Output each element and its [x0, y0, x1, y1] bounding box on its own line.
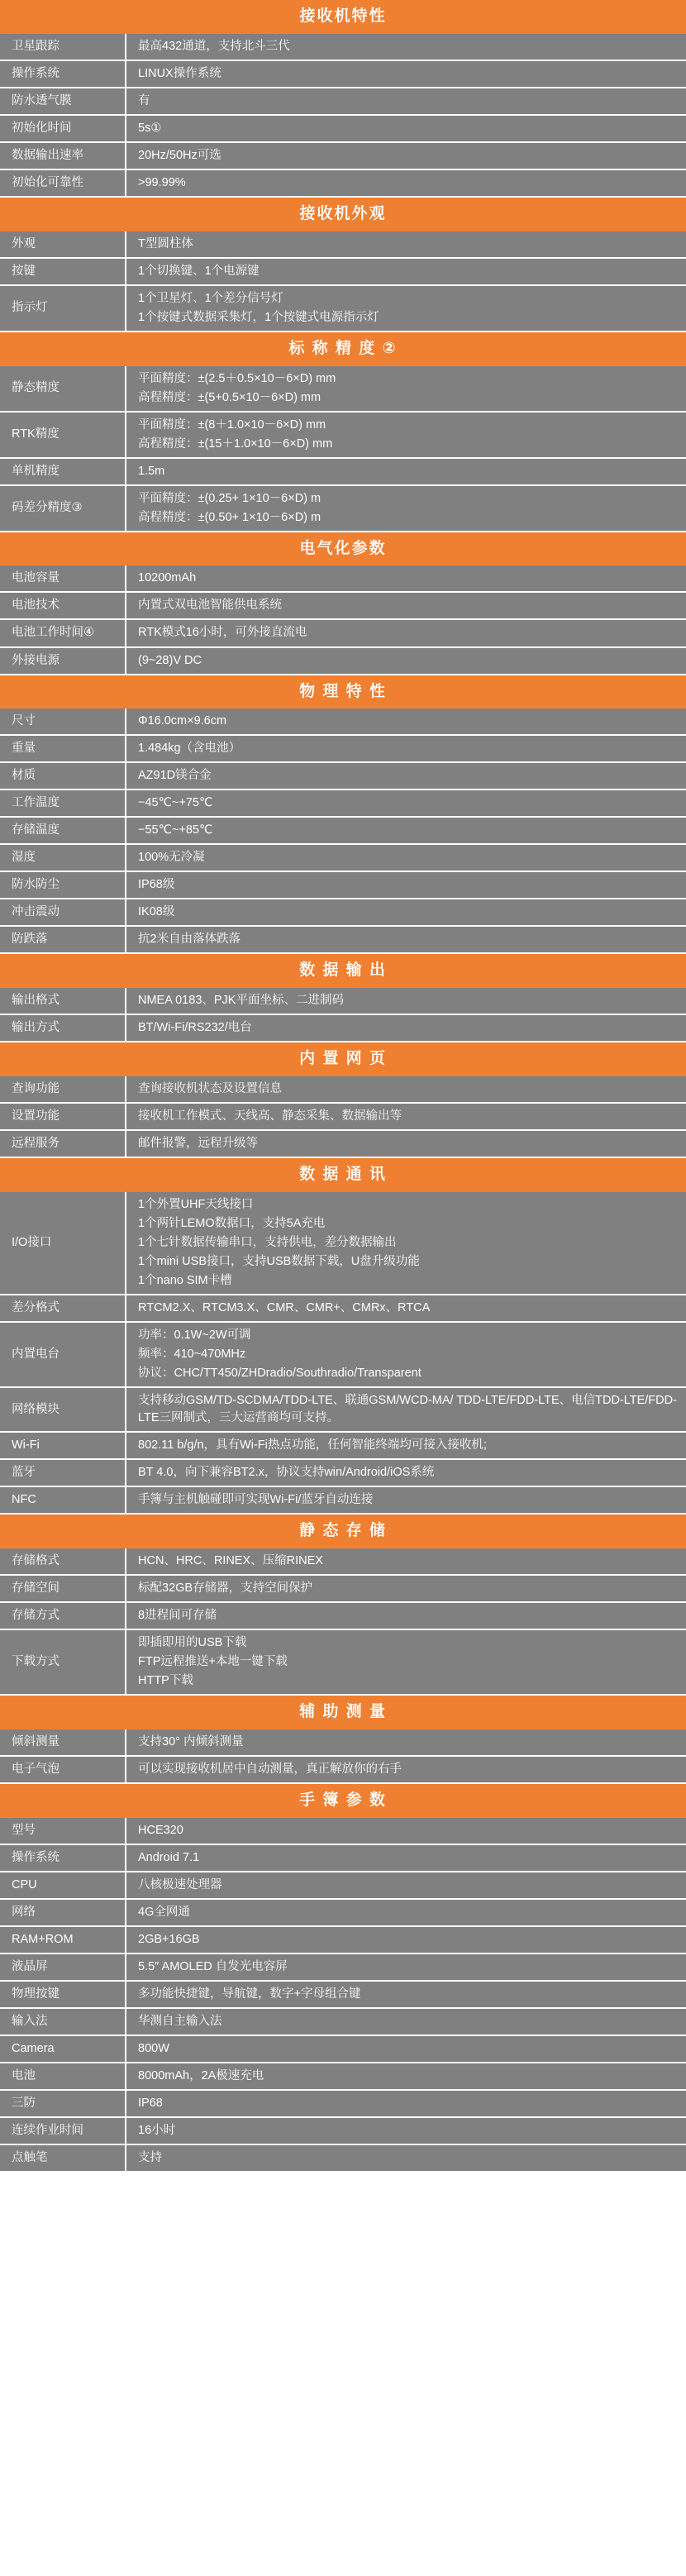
spec-value [126, 1953, 686, 1981]
spec-value-line: 1.484kg（含电池） [138, 742, 241, 756]
table-row [0, 2117, 686, 2144]
spec-value [126, 988, 686, 1014]
section-title: 接收机外观 [0, 198, 686, 231]
section-title: 辅 助 测 量 [0, 1696, 686, 1729]
table-row [0, 1953, 686, 1981]
spec-value [126, 1548, 686, 1575]
spec-value [126, 2090, 686, 2117]
spec-value [126, 34, 686, 60]
spec-value [126, 1014, 686, 1042]
spec-value [126, 871, 686, 899]
table-row [0, 926, 686, 953]
spec-table [0, 988, 686, 1042]
table-row [0, 1602, 686, 1629]
spec-table [0, 708, 686, 954]
spec-label: 材质 [0, 762, 126, 789]
spec-value [126, 1629, 686, 1695]
spec-value-line: 可以实现接收机居中自动测量，真正解放你的右手 [138, 1762, 402, 1776]
spec-table [0, 1192, 686, 1515]
table-row [0, 1322, 686, 1387]
spec-label: 存储方式 [0, 1602, 126, 1629]
table-row [0, 708, 686, 735]
table-row [0, 88, 686, 115]
spec-table [0, 1818, 686, 2173]
spec-table [0, 565, 686, 675]
table-row [0, 899, 686, 926]
spec-label: 内置电台 [0, 1322, 126, 1387]
spec-value-line: 802.11 b/g/n，具有Wi-Fi热点功能，任何智能终端均可接入接收机; [138, 1438, 487, 1453]
spec-table [0, 366, 686, 532]
table-row [0, 169, 686, 197]
spec-label: 电池技术 [0, 592, 126, 619]
section-title: 电气化参数 [0, 532, 686, 566]
spec-table [0, 1076, 686, 1158]
spec-value-line: 1个mini USB接口，支持USB数据下载，U盘升级功能 [138, 1254, 420, 1268]
spec-value [126, 1756, 686, 1783]
spec-table [0, 1729, 686, 1784]
spec-value-line: −45℃~+75℃ [138, 796, 213, 810]
spec-value [126, 1981, 686, 2008]
table-row [0, 366, 686, 412]
spec-value-line: LINUX操作系统 [138, 66, 222, 80]
spec-value [126, 1899, 686, 1926]
spec-value [126, 1926, 686, 1953]
table-row [0, 258, 686, 285]
spec-value [126, 1459, 686, 1486]
spec-value [126, 844, 686, 871]
table-row [0, 60, 686, 88]
spec-value [126, 899, 686, 926]
spec-value-line: 5s① [138, 121, 162, 135]
table-row [0, 1295, 686, 1322]
spec-value [126, 735, 686, 762]
spec-value-line: 频率：410~470MHz [138, 1348, 246, 1362]
spec-label: Wi-Fi [0, 1432, 126, 1459]
spec-value-line: 1个按键式数据采集灯，1个按键式电源指示灯 [138, 310, 379, 324]
table-row [0, 1981, 686, 2008]
spec-value [126, 2117, 686, 2144]
spec-value [126, 2144, 686, 2172]
spec-label: Camera [0, 2035, 126, 2063]
table-row [0, 1899, 686, 1926]
spec-label: 初始化时间 [0, 115, 126, 142]
spec-label: 存储空间 [0, 1575, 126, 1602]
spec-label: 查询功能 [0, 1076, 126, 1103]
table-row [0, 988, 686, 1014]
spec-value-line: IP68级 [138, 878, 175, 892]
table-row [0, 2063, 686, 2090]
spec-label: 点触笔 [0, 2144, 126, 2172]
table-row [0, 34, 686, 60]
spec-value-line: 协议：CHC/TT450/ZHDradio/Southradio/Transparent [138, 1367, 422, 1381]
spec-value-line: 800W [138, 2041, 169, 2055]
spec-value-line: 2GB+16GB [138, 1932, 200, 1946]
spec-value-line: 支持移动GSM/TD-SCDMA/TDD-LTE、联通GSM/WCD-MA/ TDD-LTE/FDD-LTE、电信TDD-LTE/FDD-LTE三网制式，三大运营商均可支持。 [138, 1394, 677, 1425]
spec-label: 下载方式 [0, 1629, 126, 1695]
spec-value-line: HTTP下载 [138, 1674, 193, 1688]
spec-label: I/O接口 [0, 1192, 126, 1295]
table-row [0, 285, 686, 332]
spec-value-line: Φ16.0cm×9.6cm [138, 714, 227, 728]
spec-value [126, 258, 686, 285]
table-row [0, 1130, 686, 1157]
spec-table [0, 231, 686, 332]
spec-value-line: 16小时 [138, 2123, 176, 2137]
table-row [0, 647, 686, 675]
spec-value-line: 即插即用的USB下载 [138, 1635, 247, 1649]
spec-label: 输出格式 [0, 988, 126, 1014]
table-row [0, 1926, 686, 1953]
spec-value [126, 817, 686, 844]
spec-value [126, 1486, 686, 1514]
spec-value [126, 231, 686, 258]
spec-label: 单机精度 [0, 458, 126, 485]
table-row [0, 1818, 686, 1844]
table-row [0, 1844, 686, 1872]
spec-label: 物理按键 [0, 1981, 126, 2008]
spec-value-line: 1个两针LEMO数据口，支持5A充电 [138, 1216, 326, 1230]
table-row [0, 1103, 686, 1130]
table-row [0, 412, 686, 458]
spec-value [126, 458, 686, 485]
table-row [0, 735, 686, 762]
spec-value-line: 手簿与主机触碰即可实现Wi-Fi/蓝牙自动连接 [138, 1493, 374, 1507]
table-row [0, 1575, 686, 1602]
spec-label: 湿度 [0, 844, 126, 871]
spec-value-line: 华测自主输入法 [138, 2014, 222, 2028]
table-row [0, 762, 686, 789]
spec-value-line: 平面精度：±(0.25+ 1×10－6×D) m [138, 491, 322, 505]
spec-label: 指示灯 [0, 285, 126, 332]
spec-value-line: 标配32GB存储器，支持空间保护 [138, 1581, 313, 1595]
spec-value-line: 支持30° 内倾斜测量 [138, 1734, 244, 1748]
spec-label: 外观 [0, 231, 126, 258]
spec-value-line: RTK模式16小时，可外接直流电 [138, 626, 307, 640]
spec-value-line: BT 4.0，向下兼容BT2.x，协议支持win/Android/iOS系统 [138, 1466, 435, 1480]
spec-label: 倾斜测量 [0, 1729, 126, 1756]
section-title: 内 置 网 页 [0, 1042, 686, 1076]
spec-value-line: 1个卫星灯、1个差分信号灯 [138, 291, 283, 305]
spec-value-line: 多功能快捷键，导航键，数字+字母组合键 [138, 1987, 361, 2001]
table-row [0, 1192, 686, 1295]
spec-label: 连续作业时间 [0, 2117, 126, 2144]
spec-value [126, 115, 686, 142]
spec-value-line: 平面精度：±(8＋1.0×10－6×D) mm [138, 417, 326, 432]
spec-label: 重量 [0, 735, 126, 762]
spec-label: 防水透气膜 [0, 88, 126, 115]
spec-label: 冲击震动 [0, 899, 126, 926]
spec-value [126, 2008, 686, 2035]
spec-value-line: 有 [138, 93, 150, 107]
spec-value [126, 926, 686, 953]
spec-value-line: 最高432通道，支持北斗三代 [138, 39, 290, 53]
spec-value-line: 5.5″ AMOLED 自发光电容屏 [138, 1959, 288, 1973]
spec-label: 网络 [0, 1899, 126, 1926]
table-row [0, 231, 686, 258]
section-title: 数 据 输 出 [0, 954, 686, 988]
spec-value-line: BT/Wi-Fi/RS232/电台 [138, 1021, 252, 1035]
section-title: 标 称 精 度 ② [0, 332, 686, 366]
spec-value-line: 邮件报警，远程升级等 [138, 1137, 258, 1151]
spec-label: 码差分精度③ [0, 485, 126, 532]
spec-value [126, 412, 686, 458]
spec-value [126, 1602, 686, 1629]
spec-value-line: T型圆柱体 [138, 236, 193, 250]
spec-label: CPU [0, 1872, 126, 1899]
spec-value-line: IK08级 [138, 905, 175, 919]
spec-value [126, 366, 686, 412]
section-title: 手 簿 参 数 [0, 1784, 686, 1818]
spec-value-line: 100%无冷凝 [138, 851, 205, 865]
spec-value-line: AZ91D镁合金 [138, 769, 212, 783]
spec-value [126, 1103, 686, 1130]
spec-value [126, 565, 686, 592]
spec-value [126, 2035, 686, 2063]
table-row [0, 2090, 686, 2117]
spec-value-line: 8000mAh，2A极速充电 [138, 2068, 264, 2082]
spec-value [126, 1575, 686, 1602]
spec-value-line: NMEA 0183、PJK平面坐标、二进制码 [138, 994, 344, 1008]
spec-value-line: 1个nano SIM卡槽 [138, 1273, 232, 1287]
spec-value-line: 20Hz/50Hz可选 [138, 148, 222, 162]
spec-label: 液晶屏 [0, 1953, 126, 1981]
spec-label: 型号 [0, 1818, 126, 1844]
spec-value-line: FTP远程推送+本地一键下载 [138, 1655, 288, 1668]
spec-value [126, 1432, 686, 1459]
spec-label: 防水防尘 [0, 871, 126, 899]
spec-value [126, 1729, 686, 1756]
spec-label: 电池容量 [0, 565, 126, 592]
table-row [0, 844, 686, 871]
spec-value-line: 高程精度：±(0.50+ 1×10－6×D) m [138, 510, 322, 524]
spec-value-line: 平面精度：±(2.5＋0.5×10－6×D) mm [138, 371, 336, 385]
spec-label: 差分格式 [0, 1295, 126, 1322]
table-row [0, 1756, 686, 1783]
spec-value-line: >99.99% [138, 175, 186, 189]
table-row [0, 1548, 686, 1575]
table-row [0, 789, 686, 817]
spec-label: NFC [0, 1486, 126, 1514]
section-title: 数 据 通 讯 [0, 1158, 686, 1192]
spec-value-line: 功率：0.1W~2W可调 [138, 1329, 251, 1343]
spec-label: 三防 [0, 2090, 126, 2117]
spec-label: 按键 [0, 258, 126, 285]
spec-value [126, 1295, 686, 1322]
spec-label: 电池 [0, 2063, 126, 2090]
spec-label: 操作系统 [0, 60, 126, 88]
table-row [0, 2144, 686, 2172]
table-row [0, 2035, 686, 2063]
spec-label: 存储格式 [0, 1548, 126, 1575]
spec-value [126, 1872, 686, 1899]
spec-label: 电池工作时间④ [0, 619, 126, 646]
table-row [0, 458, 686, 485]
spec-value [126, 619, 686, 646]
table-row [0, 1486, 686, 1514]
spec-value [126, 1387, 686, 1432]
spec-label: 存储温度 [0, 817, 126, 844]
spec-label: 蓝牙 [0, 1459, 126, 1486]
table-row [0, 485, 686, 532]
table-row [0, 619, 686, 646]
spec-value [126, 485, 686, 532]
table-row [0, 1459, 686, 1486]
table-row [0, 1872, 686, 1899]
spec-value-line: 高程精度：±(5+0.5×10－6×D) mm [138, 390, 322, 404]
table-row [0, 817, 686, 844]
table-row [0, 1387, 686, 1432]
spec-value-line: 1个切换键、1个电源键 [138, 264, 260, 278]
spec-value-line: IP68 [138, 2096, 163, 2110]
spec-value [126, 1076, 686, 1103]
section-title: 接收机特性 [0, 0, 686, 34]
spec-value-line: 10200mAh [138, 571, 197, 585]
spec-table [0, 1548, 686, 1696]
table-row [0, 871, 686, 899]
spec-value-line: 1.5m [138, 464, 165, 478]
spec-value-line: 4G全网通 [138, 1905, 190, 1919]
spec-value-line: RTCM2.X、RTCM3.X、CMR、CMR+、CMRx、RTCA [138, 1301, 431, 1314]
spec-value [126, 60, 686, 88]
table-row [0, 2008, 686, 2035]
spec-label: 操作系统 [0, 1844, 126, 1872]
spec-value [126, 1130, 686, 1157]
spec-value [126, 285, 686, 332]
spec-label: 设置功能 [0, 1103, 126, 1130]
spec-label: 静态精度 [0, 366, 126, 412]
spec-value [126, 1192, 686, 1295]
section-title: 静 态 存 储 [0, 1515, 686, 1548]
spec-value-line: 八核极速处理器 [138, 1877, 222, 1891]
table-row [0, 1629, 686, 1695]
spec-value [126, 2063, 686, 2090]
spec-label: 外接电源 [0, 647, 126, 675]
spec-value-line: 抗2米自由落体跌落 [138, 933, 241, 947]
spec-value-line: HCE320 [138, 1823, 183, 1837]
spec-value-line: 高程精度：±(15＋1.0×10－6×D) mm [138, 436, 333, 451]
spec-value [126, 1322, 686, 1387]
spec-value-line: 1个七针数据传输串口，支持供电，差分数据输出 [138, 1235, 397, 1249]
spec-value-line: 支持 [138, 2150, 162, 2164]
spec-value [126, 1818, 686, 1844]
spec-value [126, 169, 686, 197]
table-row [0, 1432, 686, 1459]
spec-label: 防跌落 [0, 926, 126, 953]
spec-label: 电子气泡 [0, 1756, 126, 1783]
table-row [0, 142, 686, 169]
spec-label: 输入法 [0, 2008, 126, 2035]
table-row [0, 592, 686, 619]
spec-label: 输出方式 [0, 1014, 126, 1042]
spec-value [126, 789, 686, 817]
spec-value [126, 592, 686, 619]
table-row [0, 1014, 686, 1042]
spec-value-line: HCN、HRC、RINEX、压缩RINEX [138, 1553, 323, 1567]
table-row [0, 565, 686, 592]
spec-value-line: 8进程间可存储 [138, 1608, 217, 1622]
table-row [0, 1076, 686, 1103]
spec-label: 数据输出速率 [0, 142, 126, 169]
spec-value-line: Android 7.1 [138, 1850, 200, 1864]
spec-value-line: 内置式双电池智能供电系统 [138, 599, 282, 613]
spec-value-line: 接收机工作模式、天线高、静态采集、数据输出等 [138, 1109, 402, 1123]
spec-label: 尺寸 [0, 708, 126, 735]
spec-table [0, 34, 686, 198]
spec-value [126, 88, 686, 115]
spec-value [126, 762, 686, 789]
spec-label: RTK精度 [0, 412, 126, 458]
spec-label: RAM+ROM [0, 1926, 126, 1953]
table-row [0, 115, 686, 142]
spec-value [126, 708, 686, 735]
spec-value-line: 1个外置UHF天线接口 [138, 1197, 254, 1211]
spec-label: 远程服务 [0, 1130, 126, 1157]
spec-value [126, 647, 686, 675]
spec-value-line: −55℃~+85℃ [138, 823, 213, 837]
spec-value-line: 查询接收机状态及设置信息 [138, 1082, 282, 1096]
spec-value [126, 142, 686, 169]
spec-label: 工作温度 [0, 789, 126, 817]
spec-label: 初始化可靠性 [0, 169, 126, 197]
spec-label: 卫星跟踪 [0, 34, 126, 60]
section-title: 物 理 特 性 [0, 675, 686, 709]
table-row [0, 1729, 686, 1756]
spec-value [126, 1844, 686, 1872]
spec-label: 网络模块 [0, 1387, 126, 1432]
spec-value-line: (9~28)V DC [138, 653, 202, 667]
